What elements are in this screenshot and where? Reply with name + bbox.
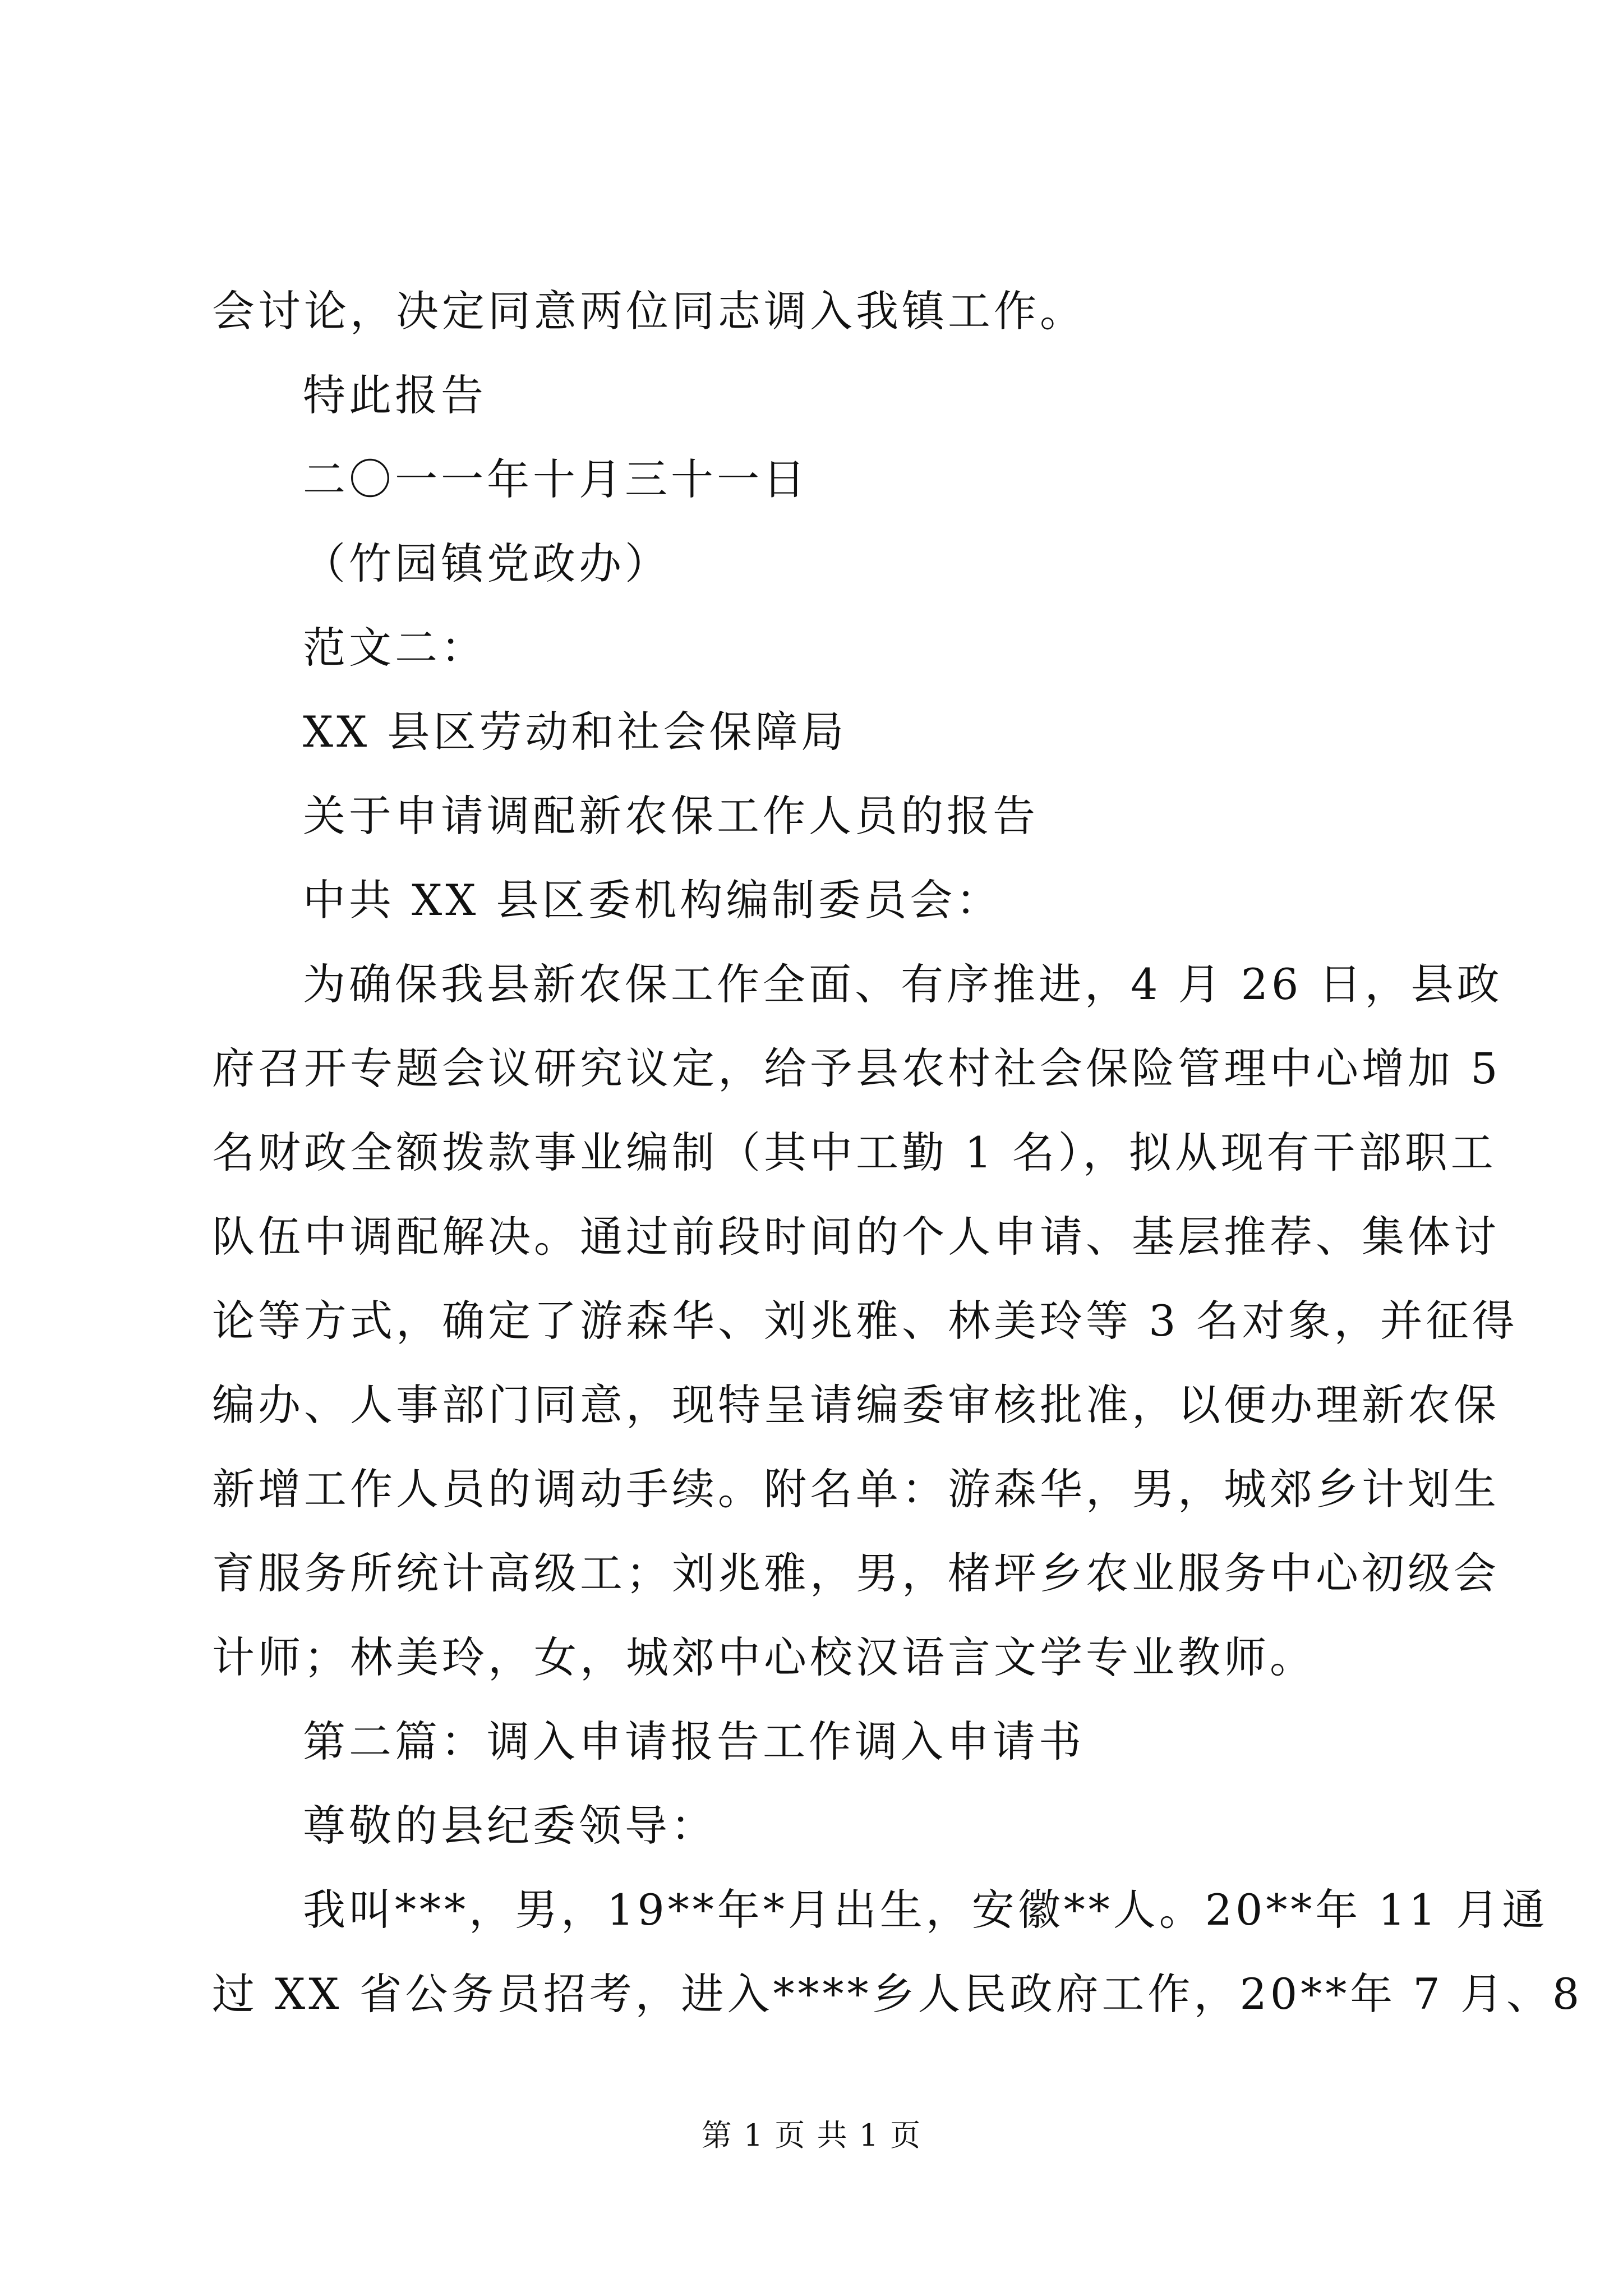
- issuing-agency: XX 县区劳动和社会保障局: [303, 707, 847, 757]
- page-number: 第 1 页 共 1 页: [701, 2118, 922, 2153]
- text-line: 名财政全额拨款事业编制（其中工勤 1 名），拟从现有干部职工: [212, 1128, 1497, 1177]
- text-line: 新增工作人员的调动手续。附名单：游森华，男，城郊乡计划生: [212, 1464, 1500, 1514]
- text-line: 我叫***，男，19**年*月出生，安徽**人。20**年 11 月通: [303, 1885, 1548, 1935]
- addressee-line: 中共 XX 县区委机构编制委员会：: [303, 875, 1002, 925]
- page-footer: [0, 2116, 1623, 2155]
- text-line: 为确保我县新农保工作全面、有序推进，4 月 26 日，县政: [303, 959, 1503, 1009]
- salutation-line: 尊敬的县纪委领导：: [303, 1801, 717, 1851]
- report-title: 关于申请调配新农保工作人员的报告: [303, 791, 1039, 841]
- section-heading: 第二篇：调入申请报告工作调入申请书: [303, 1717, 1085, 1766]
- text-line: 府召开专题会议研究议定，给予县农村社会保险管理中心增加 5: [212, 1043, 1501, 1093]
- section-heading: 范文二：: [303, 623, 487, 673]
- text-line: 论等方式，确定了游森华、刘兆雅、林美玲等 3 名对象，并征得: [212, 1296, 1518, 1346]
- text-line: 队伍中调配解决。通过前段时间的个人申请、基层推荐、集体讨: [212, 1212, 1500, 1262]
- text-line: 会讨论，决定同意两位同志调入我镇工作。: [212, 286, 1086, 336]
- text-line: 过 XX 省公务员招考，进入****乡人民政府工作，20**年 7 月、8: [212, 1969, 1583, 2019]
- text-line: 计师；林美玲，女，城郊中心校汉语言文学专业教师。: [212, 1632, 1316, 1682]
- issuer-line: （竹园镇党政办）: [303, 539, 671, 588]
- text-line: 育服务所统计高级工；刘兆雅，男，楮坪乡农业服务中心初级会: [212, 1548, 1500, 1598]
- text-line: 特此报告: [303, 370, 487, 420]
- document-body: [212, 269, 1583, 2036]
- date-line: 二〇一一年十月三十一日: [303, 454, 809, 504]
- text-line: 编办、人事部门同意，现特呈请编委审核批准，以便办理新农保: [212, 1380, 1500, 1430]
